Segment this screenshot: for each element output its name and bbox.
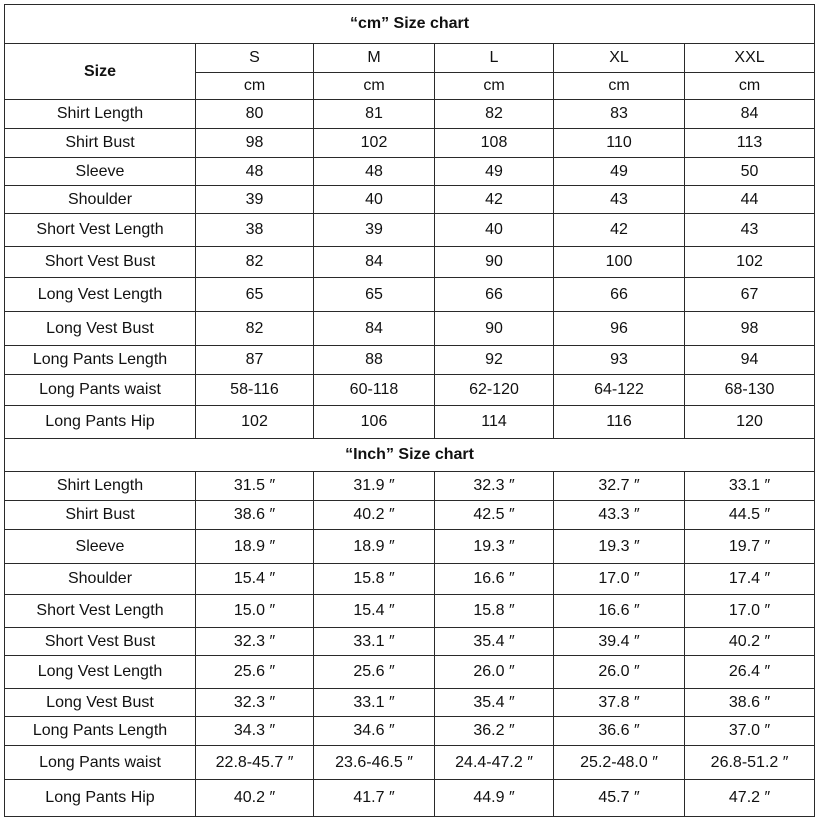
- inch-cell: 47.2 ″: [685, 780, 815, 817]
- inch-cell: 37.0 ″: [685, 717, 815, 746]
- inch-cell: 34.3 ″: [196, 717, 314, 746]
- cm-cell: 102: [685, 247, 815, 278]
- inch-cell: 35.4 ″: [435, 628, 554, 656]
- cm-row-label: Long Vest Bust: [5, 312, 196, 346]
- cm-cell: 120: [685, 406, 815, 439]
- cm-cell: 67: [685, 278, 815, 312]
- cm-row-label: Long Pants waist: [5, 375, 196, 406]
- unit-xl: cm: [554, 73, 685, 100]
- inch-cell: 17.4 ″: [685, 564, 815, 595]
- size-s: S: [196, 44, 314, 73]
- cm-cell: 92: [435, 346, 554, 375]
- cm-table-row: [5, 375, 815, 406]
- inch-row-label: Shirt Length: [5, 472, 196, 501]
- inch-cell: 31.9 ″: [314, 472, 435, 501]
- inch-cell: 37.8 ″: [554, 689, 685, 717]
- cm-cell: 49: [554, 158, 685, 186]
- inch-row-label: Short Vest Length: [5, 595, 196, 628]
- cm-cell: 81: [314, 100, 435, 129]
- size-xl: XL: [554, 44, 685, 73]
- unit-xxl: cm: [685, 73, 815, 100]
- unit-s: cm: [196, 73, 314, 100]
- inch-cell: 16.6 ″: [435, 564, 554, 595]
- cm-cell: 65: [196, 278, 314, 312]
- inch-row-label: Long Vest Length: [5, 656, 196, 689]
- cm-cell: 42: [554, 214, 685, 247]
- cm-cell: 110: [554, 129, 685, 158]
- cm-cell: 42: [435, 186, 554, 214]
- inch-cell: 19.3 ″: [435, 530, 554, 564]
- inch-row-label: Shoulder: [5, 564, 196, 595]
- cm-cell: 83: [554, 100, 685, 129]
- unit-l: cm: [435, 73, 554, 100]
- inch-table-row: [5, 717, 815, 746]
- cm-cell: 102: [314, 129, 435, 158]
- inch-cell: 38.6 ″: [196, 501, 314, 530]
- size-chart-table: [4, 4, 815, 817]
- size-header-label: Size: [5, 44, 196, 100]
- cm-cell: 62-120: [435, 375, 554, 406]
- inch-cell: 18.9 ″: [314, 530, 435, 564]
- inch-row-label: Long Vest Bust: [5, 689, 196, 717]
- cm-cell: 84: [314, 312, 435, 346]
- inch-cell: 42.5 ″: [435, 501, 554, 530]
- inch-table-row: [5, 472, 815, 501]
- inch-cell: 35.4 ″: [435, 689, 554, 717]
- cm-table-row: [5, 214, 815, 247]
- cm-row-label: Short Vest Bust: [5, 247, 196, 278]
- cm-table-row: [5, 186, 815, 214]
- inch-cell: 32.3 ″: [196, 628, 314, 656]
- cm-cell: 96: [554, 312, 685, 346]
- cm-title-row: [5, 5, 815, 44]
- inch-table-row: [5, 780, 815, 817]
- cm-row-label: Long Vest Length: [5, 278, 196, 312]
- cm-cell: 98: [196, 129, 314, 158]
- cm-table-row: [5, 312, 815, 346]
- cm-cell: 50: [685, 158, 815, 186]
- inch-cell: 19.3 ″: [554, 530, 685, 564]
- cm-cell: 106: [314, 406, 435, 439]
- inch-cell: 15.8 ″: [435, 595, 554, 628]
- inch-cell: 43.3 ″: [554, 501, 685, 530]
- inch-cell: 25.2-48.0 ″: [554, 746, 685, 780]
- cm-cell: 98: [685, 312, 815, 346]
- inch-table-row: [5, 564, 815, 595]
- inch-cell: 32.3 ″: [196, 689, 314, 717]
- cm-row-label: Short Vest Length: [5, 214, 196, 247]
- cm-row-label: Sleeve: [5, 158, 196, 186]
- inch-table-row: [5, 689, 815, 717]
- inch-cell: 16.6 ″: [554, 595, 685, 628]
- inch-cell: 19.7 ″: [685, 530, 815, 564]
- cm-cell: 82: [196, 247, 314, 278]
- inch-table-row: [5, 501, 815, 530]
- inch-cell: 32.3 ″: [435, 472, 554, 501]
- inch-row-label: Sleeve: [5, 530, 196, 564]
- cm-cell: 40: [314, 186, 435, 214]
- cm-cell: 38: [196, 214, 314, 247]
- cm-cell: 65: [314, 278, 435, 312]
- cm-cell: 108: [435, 129, 554, 158]
- inch-cell: 33.1 ″: [685, 472, 815, 501]
- inch-cell: 44.5 ″: [685, 501, 815, 530]
- cm-cell: 44: [685, 186, 815, 214]
- cm-table-row: [5, 129, 815, 158]
- inch-row-label: Short Vest Bust: [5, 628, 196, 656]
- cm-cell: 116: [554, 406, 685, 439]
- inch-cell: 32.7 ″: [554, 472, 685, 501]
- cm-cell: 100: [554, 247, 685, 278]
- cm-cell: 58-116: [196, 375, 314, 406]
- inch-cell: 36.2 ″: [435, 717, 554, 746]
- cm-row-label: Shirt Length: [5, 100, 196, 129]
- inch-table-row: [5, 595, 815, 628]
- cm-cell: 49: [435, 158, 554, 186]
- cm-cell: 39: [196, 186, 314, 214]
- inch-cell: 18.9 ″: [196, 530, 314, 564]
- cm-cell: 60-118: [314, 375, 435, 406]
- inch-cell: 33.1 ″: [314, 689, 435, 717]
- inch-row-label: Long Pants Hip: [5, 780, 196, 817]
- cm-cell: 39: [314, 214, 435, 247]
- cm-cell: 113: [685, 129, 815, 158]
- inch-cell: 17.0 ″: [685, 595, 815, 628]
- cm-cell: 84: [685, 100, 815, 129]
- inch-cell: 22.8-45.7 ″: [196, 746, 314, 780]
- inch-cell: 15.0 ″: [196, 595, 314, 628]
- cm-cell: 82: [435, 100, 554, 129]
- inch-cell: 26.0 ″: [554, 656, 685, 689]
- inch-cell: 26.8-51.2 ″: [685, 746, 815, 780]
- cm-table-row: [5, 100, 815, 129]
- inch-cell: 33.1 ″: [314, 628, 435, 656]
- cm-table-row: [5, 346, 815, 375]
- cm-cell: 90: [435, 247, 554, 278]
- inch-cell: 36.6 ″: [554, 717, 685, 746]
- cm-table-row: [5, 278, 815, 312]
- inch-cell: 45.7 ″: [554, 780, 685, 817]
- inch-cell: 31.5 ″: [196, 472, 314, 501]
- cm-chart-title: “cm” Size chart: [5, 5, 815, 44]
- cm-cell: 43: [554, 186, 685, 214]
- inch-table-row: [5, 656, 815, 689]
- inch-cell: 40.2 ″: [196, 780, 314, 817]
- cm-cell: 93: [554, 346, 685, 375]
- inch-cell: 15.8 ″: [314, 564, 435, 595]
- inch-cell: 17.0 ″: [554, 564, 685, 595]
- cm-cell: 102: [196, 406, 314, 439]
- cm-cell: 90: [435, 312, 554, 346]
- inch-row-label: Long Pants waist: [5, 746, 196, 780]
- size-header-row: [5, 44, 815, 73]
- inch-table-row: [5, 746, 815, 780]
- cm-table-row: [5, 158, 815, 186]
- inch-cell: 25.6 ″: [314, 656, 435, 689]
- cm-cell: 40: [435, 214, 554, 247]
- cm-cell: 87: [196, 346, 314, 375]
- cm-cell: 94: [685, 346, 815, 375]
- inch-cell: 44.9 ″: [435, 780, 554, 817]
- inch-cell: 24.4-47.2 ″: [435, 746, 554, 780]
- inch-title-row: [5, 439, 815, 472]
- inch-table-row: [5, 628, 815, 656]
- cm-cell: 84: [314, 247, 435, 278]
- inch-cell: 41.7 ″: [314, 780, 435, 817]
- cm-cell: 68-130: [685, 375, 815, 406]
- inch-cell: 40.2 ″: [685, 628, 815, 656]
- inch-cell: 38.6 ″: [685, 689, 815, 717]
- cm-cell: 43: [685, 214, 815, 247]
- cm-cell: 88: [314, 346, 435, 375]
- inch-cell: 15.4 ″: [314, 595, 435, 628]
- inch-cell: 23.6-46.5 ″: [314, 746, 435, 780]
- inch-cell: 25.6 ″: [196, 656, 314, 689]
- cm-row-label: Shirt Bust: [5, 129, 196, 158]
- cm-row-label: Long Pants Length: [5, 346, 196, 375]
- unit-m: cm: [314, 73, 435, 100]
- size-m: M: [314, 44, 435, 73]
- inch-cell: 40.2 ″: [314, 501, 435, 530]
- size-xxl: XXL: [685, 44, 815, 73]
- cm-cell: 66: [435, 278, 554, 312]
- size-l: L: [435, 44, 554, 73]
- inch-cell: 26.0 ″: [435, 656, 554, 689]
- inch-cell: 26.4 ″: [685, 656, 815, 689]
- cm-cell: 66: [554, 278, 685, 312]
- inch-cell: 34.6 ″: [314, 717, 435, 746]
- inch-row-label: Shirt Bust: [5, 501, 196, 530]
- cm-cell: 80: [196, 100, 314, 129]
- cm-cell: 82: [196, 312, 314, 346]
- inch-table-row: [5, 530, 815, 564]
- cm-table-row: [5, 406, 815, 439]
- cm-row-label: Long Pants Hip: [5, 406, 196, 439]
- inch-cell: 39.4 ″: [554, 628, 685, 656]
- inch-chart-title: “Inch” Size chart: [5, 439, 815, 472]
- cm-table-row: [5, 247, 815, 278]
- cm-row-label: Shoulder: [5, 186, 196, 214]
- cm-cell: 48: [196, 158, 314, 186]
- cm-cell: 48: [314, 158, 435, 186]
- cm-cell: 114: [435, 406, 554, 439]
- inch-row-label: Long Pants Length: [5, 717, 196, 746]
- cm-cell: 64-122: [554, 375, 685, 406]
- inch-cell: 15.4 ″: [196, 564, 314, 595]
